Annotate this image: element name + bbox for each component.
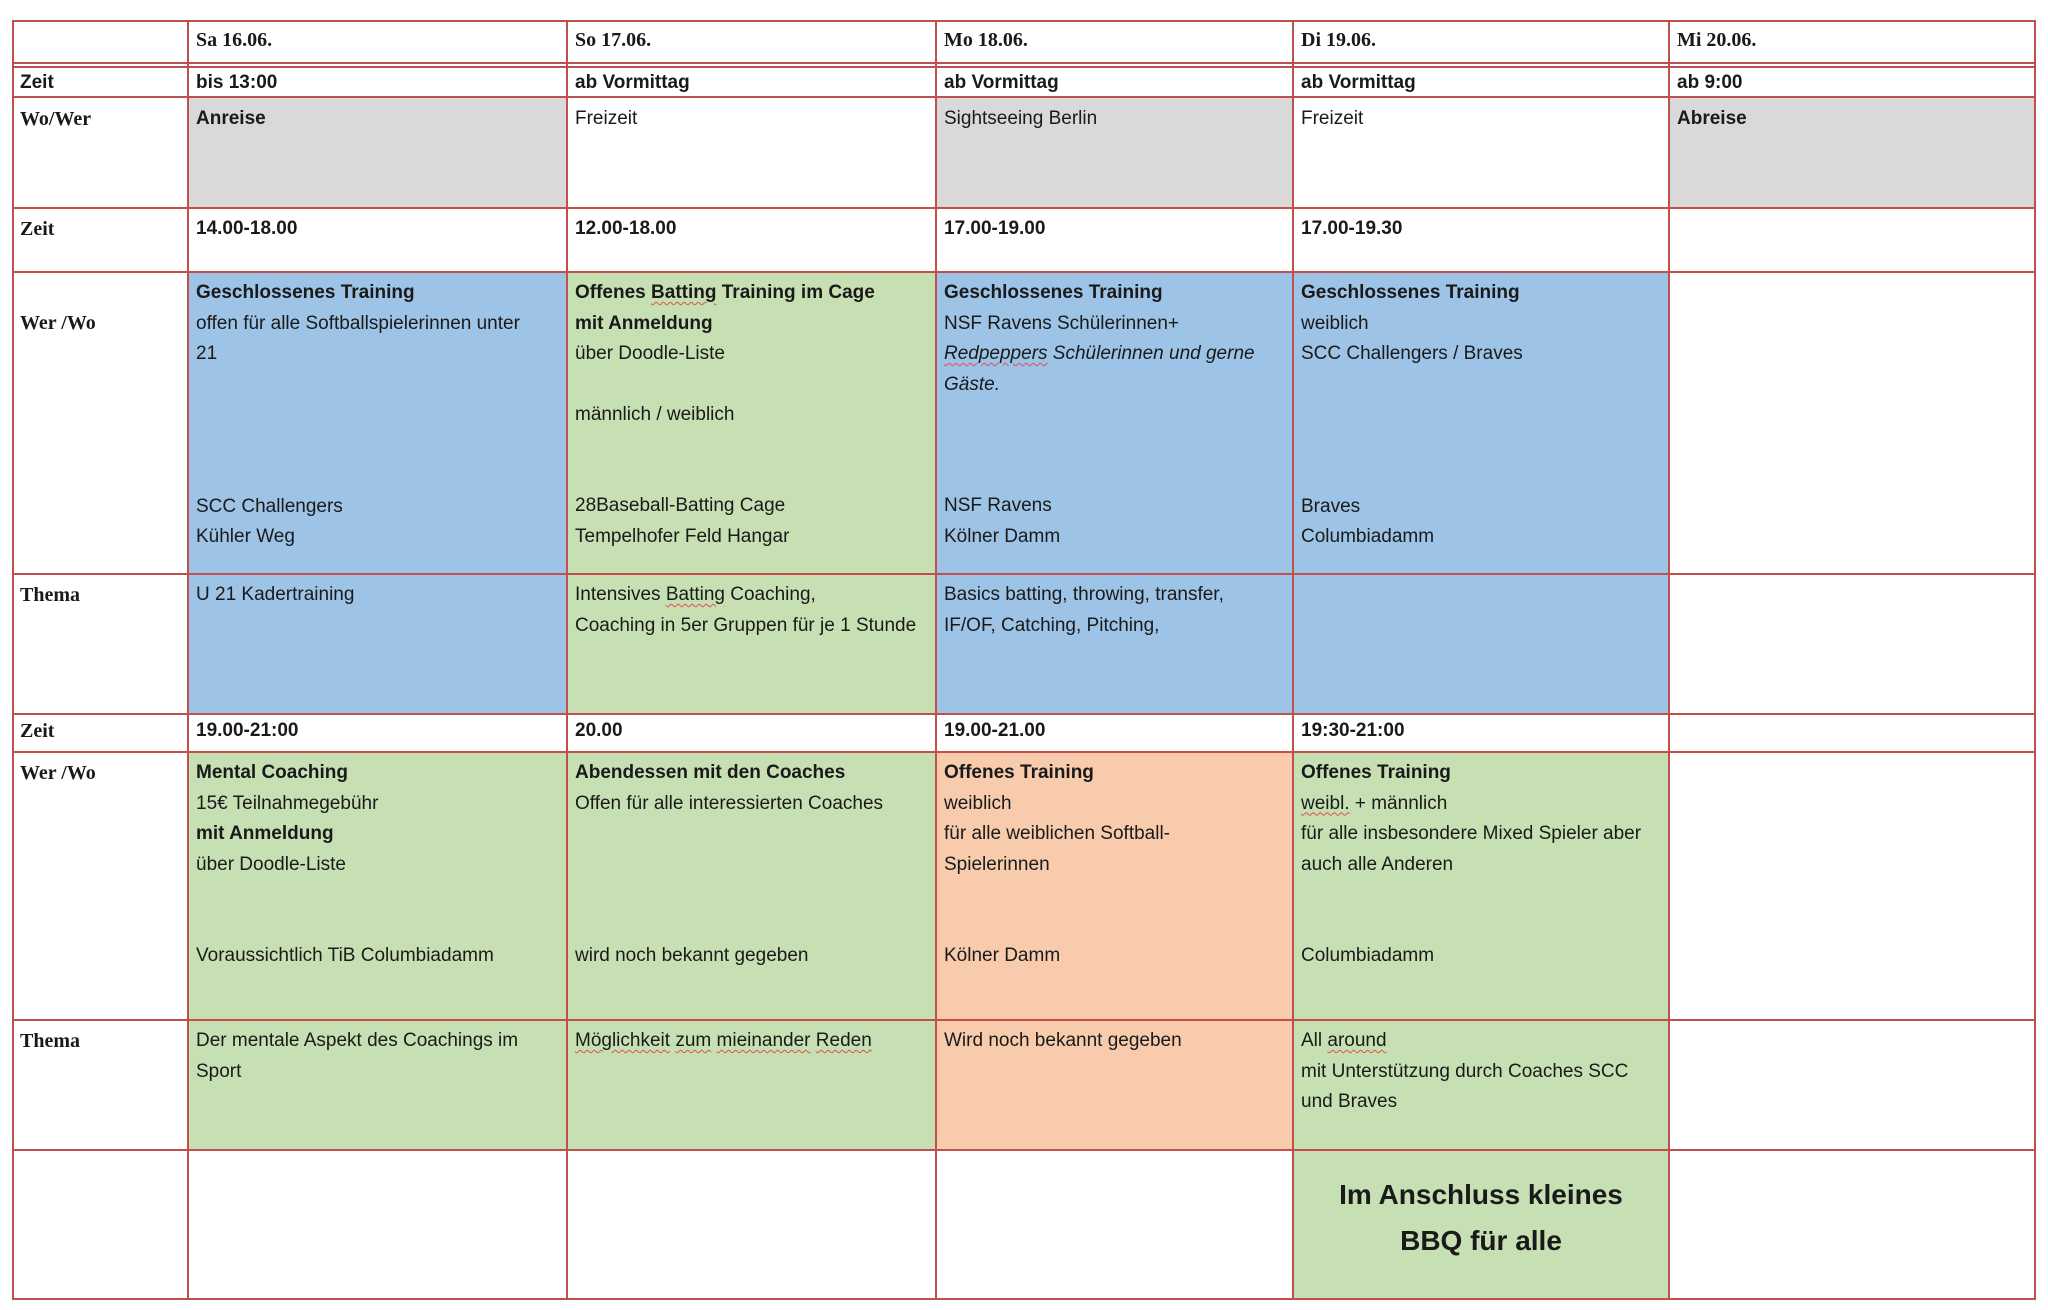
evening-mo-line1: weiblich — [944, 792, 1012, 814]
training1-mo — [936, 272, 1293, 574]
row-label-zeit-2: Zeit — [20, 218, 55, 240]
zeit1-mi: ab 9:00 — [1677, 72, 1743, 93]
row-label-wo-wer: Wo/Wer — [20, 108, 92, 130]
evening-mo-line2: für alle weiblichen Softball- — [944, 823, 1171, 844]
training1-so-line2: männlich / weiblich — [575, 403, 735, 425]
training1-so-line1: über Doodle-Liste — [575, 343, 725, 364]
grid-line — [12, 1298, 2036, 1300]
thema2-di-line3: und Braves — [1301, 1091, 1398, 1112]
evening-di-loc: Columbiadamm — [1301, 945, 1435, 966]
bottom-empty — [12, 1150, 1293, 1300]
thema1-so-line2: Coaching in 5er Gruppen für je 1 Stunde — [575, 614, 917, 636]
evening-sa-line3: über Doodle-Liste — [196, 853, 346, 875]
training1-mi — [1669, 272, 2036, 574]
evening-sa-line2: mit Anmeldung — [196, 823, 334, 844]
training1-di-title: Geschlossenes Training — [1301, 282, 1520, 303]
evening-so — [567, 752, 936, 1020]
training1-di — [1293, 272, 1669, 574]
grid-line — [1292, 20, 1294, 1300]
day-header-mo: Mo 18.06. — [944, 29, 1028, 51]
wo-wer-sa: Anreise — [188, 98, 567, 208]
training1-so-sub: mit Anmeldung — [575, 312, 713, 334]
training1-di-loc2: Columbiadamm — [1301, 526, 1435, 547]
grid-line — [12, 271, 2036, 273]
zeit1-so: ab Vormittag — [575, 72, 690, 93]
zeit1-di: ab Vormittag — [1301, 72, 1416, 93]
evening-mo — [936, 752, 1293, 1020]
training1-di-line2: SCC Challengers / Braves — [1301, 343, 1523, 364]
evening-di-line1: weibl. + männlich — [1301, 792, 1448, 814]
evening-di-title: Offenes Training — [1301, 762, 1451, 783]
zeit2-so: 12.00-18.00 — [575, 218, 677, 239]
training1-sa-loc1: SCC Challengers — [196, 495, 343, 517]
wo-wer-mo: Sightseeing Berlin — [936, 98, 1293, 208]
evening-so-line1: Offen für alle interessierten Coaches — [575, 792, 884, 814]
evening-so-loc: wird noch bekannt gegeben — [575, 945, 809, 966]
wo-wer-mi: Abreise — [1669, 98, 2036, 208]
grid-line — [935, 20, 937, 1300]
zeit1-sa: bis 13:00 — [196, 72, 278, 93]
grid-line — [12, 20, 2036, 22]
evening-mo-loc: Kölner Damm — [944, 945, 1061, 966]
grid-line — [12, 1149, 2036, 1151]
training1-mo-loc2: Kölner Damm — [944, 525, 1061, 547]
grid-line — [2034, 20, 2036, 1300]
zeit2-di: 17.00-19.30 — [1301, 218, 1403, 239]
training1-mo-title: Geschlossenes Training — [944, 282, 1163, 303]
training1-sa-line1: offen für alle Softballspielerinnen unter — [196, 312, 520, 334]
grid-line — [12, 20, 14, 1300]
training1-di-loc1: Braves — [1301, 495, 1361, 517]
zeit1-mo: ab Vormittag — [944, 72, 1059, 93]
evening-sa-line1: 15€ Teilnahmegebühr — [196, 792, 379, 814]
day-header-so: So 17.06. — [575, 29, 652, 51]
grid-line — [12, 62, 2036, 64]
training1-so-loc1: 28Baseball-Batting Cage — [575, 495, 786, 516]
thema1-sa: U 21 Kadertraining — [188, 574, 567, 714]
evening-mo-line3: Spielerinnen — [944, 853, 1050, 875]
training1-sa — [188, 272, 567, 574]
training1-mo-line3: Gäste. — [944, 373, 1000, 395]
grid-line — [1668, 20, 1670, 1300]
day-header-sa: Sa 16.06. — [196, 29, 273, 51]
row-label-wer-wo-2: Wer /Wo — [20, 762, 96, 784]
zeit3-so: 20.00 — [575, 720, 623, 741]
training1-so-loc2: Tempelhofer Feld Hangar — [575, 525, 790, 547]
training1-di-line1: weiblich — [1301, 312, 1369, 334]
bbq-note — [1293, 1150, 1669, 1300]
thema2-di-line2: mit Unterstützung durch Coaches SCC — [1301, 1060, 1629, 1082]
row-label-wer-wo-1: Wer /Wo — [20, 312, 96, 334]
thema2-so-line1: Möglichkeit zum mieinander Reden — [575, 1030, 872, 1051]
row-label-zeit-1: Zeit — [20, 72, 54, 93]
thema1-so — [567, 574, 936, 714]
thema2-so — [567, 1020, 936, 1150]
bbq-mi — [1669, 1150, 2036, 1300]
training1-sa-title: Geschlossenes Training — [196, 282, 415, 303]
evening-mo-title: Offenes Training — [944, 762, 1094, 783]
grid-line — [187, 20, 189, 1300]
row-label-thema-1: Thema — [20, 584, 80, 606]
evening-sa — [188, 752, 567, 1020]
training1-so-title: Offenes Batting Training im Cage — [575, 282, 875, 303]
zeit2-mi — [1669, 208, 2036, 272]
grid-line — [12, 751, 2036, 753]
training1-mo-line1: NSF Ravens Schülerinnen+ — [944, 312, 1179, 334]
grid-line — [12, 96, 2036, 98]
row-label-thema-2: Thema — [20, 1030, 80, 1052]
thema1-mo-line2: IF/OF, Catching, Pitching, — [944, 614, 1160, 636]
thema2-di — [1293, 1020, 1669, 1150]
zeit2-sa: 14.00-18.00 — [196, 218, 298, 239]
grid-line — [12, 1019, 2036, 1021]
zeit3-di: 19:30-21:00 — [1301, 720, 1405, 741]
zeit3-sa: 19.00-21:00 — [196, 720, 299, 741]
grid-line — [566, 20, 568, 1300]
training1-sa-loc2: Kühler Weg — [196, 526, 295, 547]
evening-sa-loc: Voraussichtlich TiB Columbiadamm — [196, 945, 494, 966]
training1-mo-line2: Redpeppers Schülerinnen und gerne — [944, 343, 1255, 364]
row-label-zeit-3: Zeit — [20, 720, 55, 742]
grid-line — [12, 573, 2036, 575]
bbq-line2: BBQ für alle — [1400, 1225, 1562, 1256]
evening-sa-title: Mental Coaching — [196, 762, 349, 783]
training1-sa-line2: 21 — [196, 343, 218, 364]
thema2-mi — [1669, 1020, 2036, 1150]
thema1-mo — [936, 574, 1293, 714]
day-header-mi: Mi 20.06. — [1677, 29, 1757, 51]
evening-so-title: Abendessen mit den Coaches — [575, 762, 846, 783]
grid-line — [12, 66, 2036, 68]
zeit3-mo: 19.00-21.00 — [944, 720, 1046, 741]
evening-di-line2: für alle insbesondere Mixed Spieler aber — [1301, 823, 1642, 844]
thema2-sa-line2: Sport — [196, 1060, 242, 1082]
wo-wer-so: Freizeit — [575, 108, 638, 129]
evening-di-line3: auch alle Anderen — [1301, 853, 1454, 875]
training1-mo-loc1: NSF Ravens — [944, 495, 1052, 516]
schedule-table — [12, 0, 2036, 1300]
grid-line — [12, 207, 2036, 209]
thema2-mo: Wird noch bekannt gegeben — [936, 1020, 1293, 1150]
wo-wer-di: Freizeit — [1301, 108, 1364, 129]
zeit2-mo: 17.00-19.00 — [944, 218, 1046, 239]
thema2-sa-line1: Der mentale Aspekt des Coachings im — [196, 1030, 519, 1051]
thema1-di — [1293, 574, 1669, 714]
grid-line — [12, 713, 2036, 715]
thema1-mo-line1: Basics batting, throwing, transfer, — [944, 584, 1224, 605]
corner-cell — [12, 20, 188, 62]
thema1-so-line1: Intensives Batting Coaching, — [575, 584, 816, 605]
thema2-di-line1: All around — [1301, 1030, 1387, 1051]
bbq-line1: Im Anschluss kleines — [1339, 1179, 1623, 1210]
thema2-sa — [188, 1020, 567, 1150]
evening-di — [1293, 752, 1669, 1020]
day-header-di: Di 19.06. — [1301, 29, 1376, 51]
zeit3-mi — [1669, 714, 2036, 752]
thema1-mi — [1669, 574, 2036, 714]
training1-so — [567, 272, 936, 574]
evening-mi — [1669, 752, 2036, 1020]
